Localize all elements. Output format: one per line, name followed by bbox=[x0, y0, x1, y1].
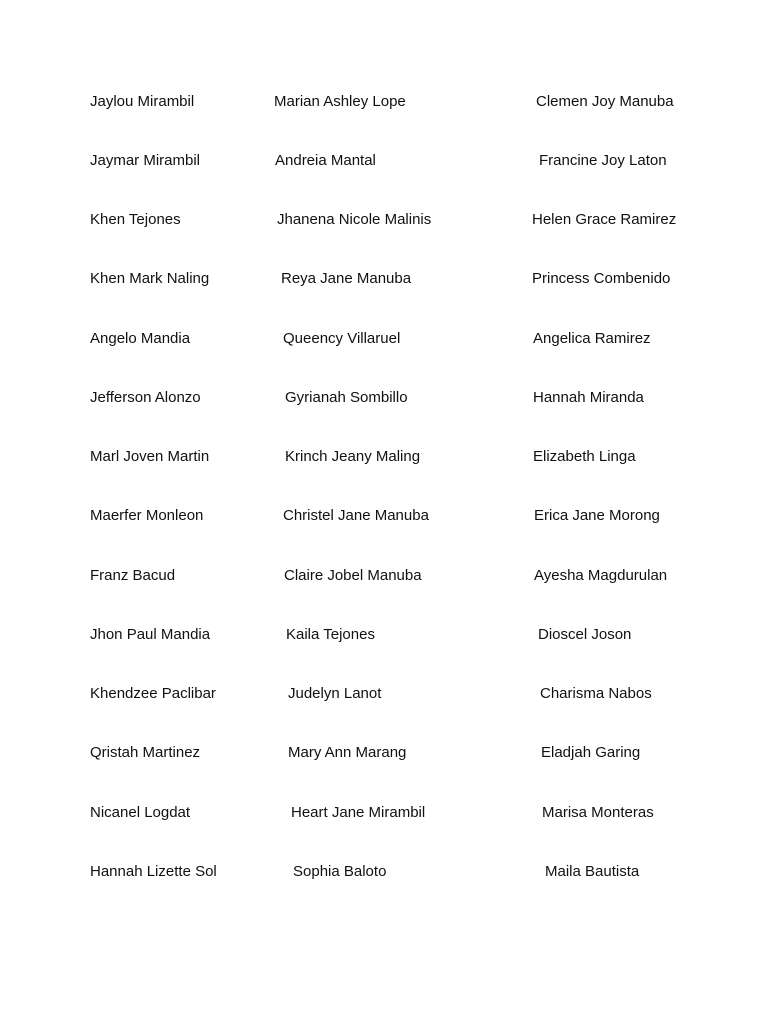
name-entry-col-1: Jhon Paul Mandia bbox=[90, 626, 211, 643]
name-entry-col-2: Jhanena Nicole Malinis bbox=[277, 211, 432, 228]
name-row bbox=[0, 803, 768, 825]
name-entry-col-1: Khen Mark Naling bbox=[90, 270, 210, 287]
name-entry-col-1: Qristah Martinez bbox=[90, 744, 201, 761]
name-row bbox=[0, 684, 768, 706]
name-entry-col-2: Sophia Baloto bbox=[293, 863, 387, 880]
name-row bbox=[0, 743, 768, 765]
name-entry-col-3: Ayesha Magdurulan bbox=[534, 567, 668, 584]
name-entry-col-3: Charisma Nabos bbox=[540, 685, 652, 702]
name-row bbox=[0, 151, 768, 173]
name-row bbox=[0, 447, 768, 469]
name-row bbox=[0, 862, 768, 884]
name-entry-col-3: Angelica Ramirez bbox=[533, 330, 651, 347]
name-entry-col-3: Eladjah Garing bbox=[541, 744, 641, 761]
name-entry-col-1: Khen Tejones bbox=[90, 211, 181, 228]
name-entry-col-2: Mary Ann Marang bbox=[288, 744, 407, 761]
name-entry-col-2: Gyrianah Sombillo bbox=[285, 389, 408, 406]
name-entry-col-2: Christel Jane Manuba bbox=[283, 507, 429, 524]
name-row bbox=[0, 269, 768, 291]
name-entry-col-1: Nicanel Logdat bbox=[90, 804, 191, 821]
name-entry-col-3: Maila Bautista bbox=[545, 863, 640, 880]
name-entry-col-1: Marl Joven Martin bbox=[90, 448, 210, 465]
name-entry-col-1: Jefferson Alonzo bbox=[90, 389, 201, 406]
name-entry-col-2: Heart Jane Mirambil bbox=[291, 804, 426, 821]
name-row bbox=[0, 625, 768, 647]
name-entry-col-3: Francine Joy Laton bbox=[539, 152, 667, 169]
name-row bbox=[0, 329, 768, 351]
name-entry-col-3: Princess Combenido bbox=[532, 270, 671, 287]
name-entry-col-3: Elizabeth Linga bbox=[533, 448, 636, 465]
name-entry-col-1: Franz Bacud bbox=[90, 567, 176, 584]
name-row bbox=[0, 506, 768, 528]
name-entry-col-2: Marian Ashley Lope bbox=[274, 93, 406, 110]
name-entry-col-2: Claire Jobel Manuba bbox=[284, 567, 422, 584]
name-entry-col-3: Dioscel Joson bbox=[538, 626, 632, 643]
name-entry-col-3: Clemen Joy Manuba bbox=[536, 93, 674, 110]
name-entry-col-2: Reya Jane Manuba bbox=[281, 270, 412, 287]
name-entry-col-3: Hannah Miranda bbox=[533, 389, 644, 406]
name-entry-col-1: Hannah Lizette Sol bbox=[90, 863, 217, 880]
name-entry-col-2: Andreia Mantal bbox=[275, 152, 376, 169]
name-entry-col-1: Angelo Mandia bbox=[90, 330, 191, 347]
name-entry-col-2: Queency Villaruel bbox=[283, 330, 401, 347]
name-entry-col-1: Khendzee Paclibar bbox=[90, 685, 216, 702]
name-entry-col-1: Maerfer Monleon bbox=[90, 507, 204, 524]
name-entry-col-3: Marisa Monteras bbox=[542, 804, 654, 821]
name-row bbox=[0, 388, 768, 410]
name-entry-col-2: Kaila Tejones bbox=[286, 626, 375, 643]
name-entry-col-3: Helen Grace Ramirez bbox=[532, 211, 677, 228]
name-row bbox=[0, 92, 768, 114]
name-entry-col-2: Judelyn Lanot bbox=[288, 685, 382, 702]
name-row bbox=[0, 210, 768, 232]
name-entry-col-1: Jaymar Mirambil bbox=[90, 152, 201, 169]
name-entry-col-1: Jaylou Mirambil bbox=[90, 93, 195, 110]
name-entry-col-2: Krinch Jeany Maling bbox=[285, 448, 421, 465]
name-entry-col-3: Erica Jane Morong bbox=[534, 507, 660, 524]
name-row bbox=[0, 566, 768, 588]
